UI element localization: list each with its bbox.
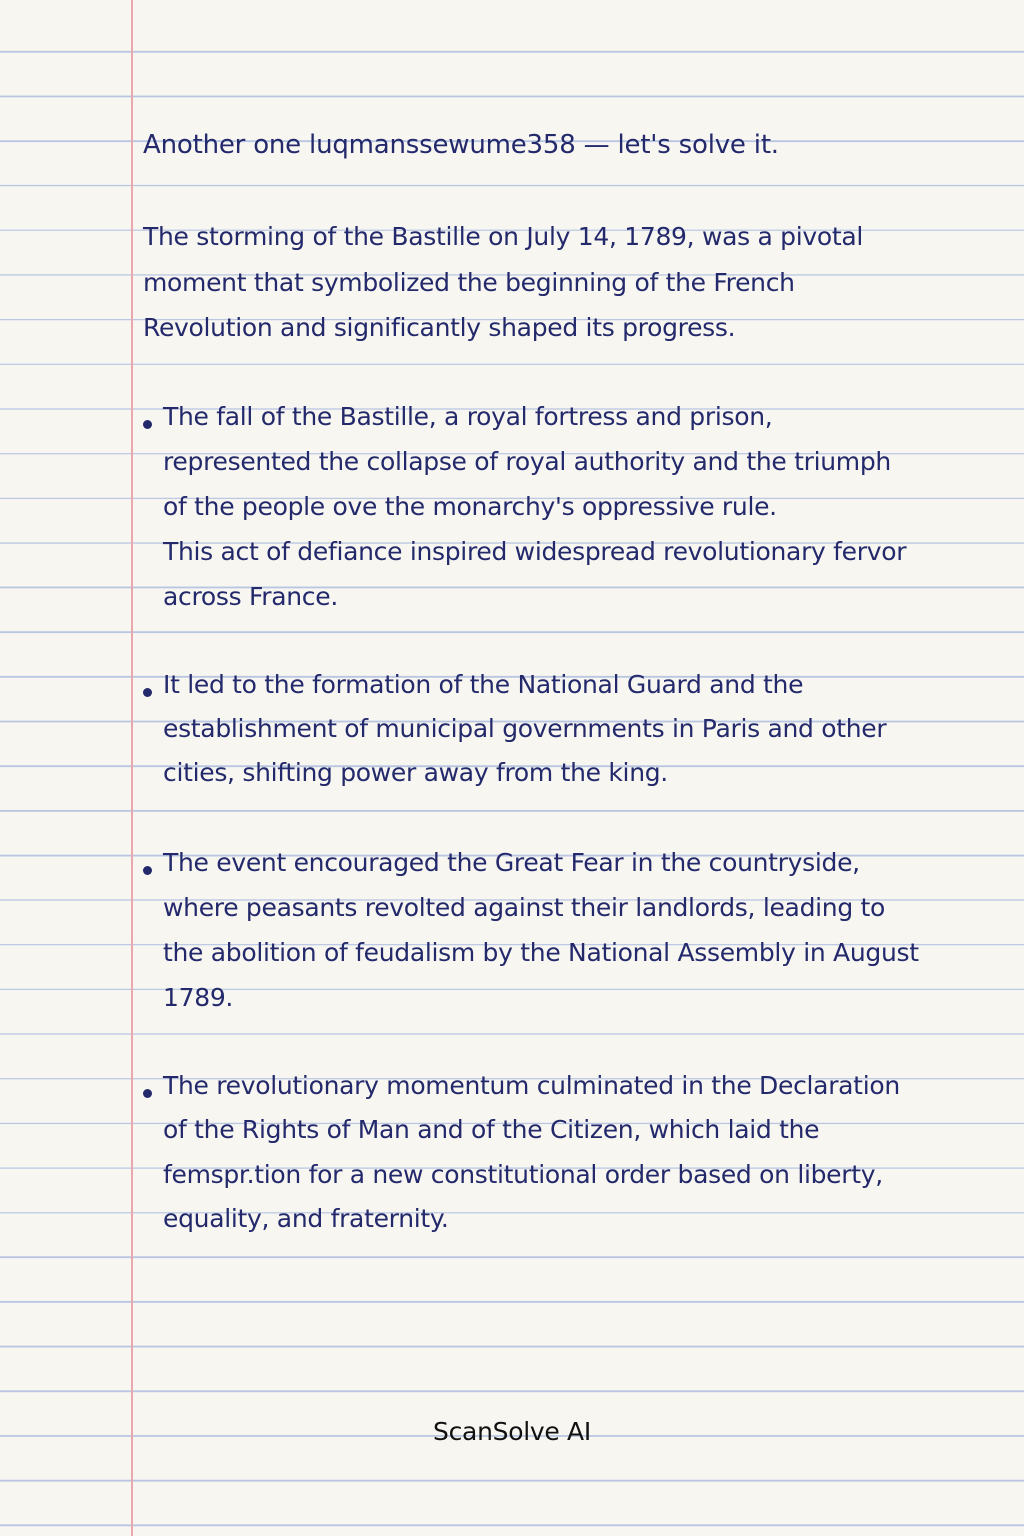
bullet-line: It led to the formation of the National Guard and the	[163, 670, 804, 699]
bullet-line: represented the collapse of royal authority and the triumph	[163, 447, 891, 476]
bullet-line: where peasants revolted against their landlords, leading to	[163, 893, 886, 922]
bullet-dot-icon	[143, 866, 152, 875]
intro-line: Another one luqmanssewume358 — let's solve it.	[143, 130, 779, 160]
bullet-dot-icon	[143, 420, 152, 429]
bullet-line: equality, and fraternity.	[163, 1204, 449, 1233]
paragraph-line: Revolution and significantly shaped its progress.	[143, 313, 736, 342]
bullet-line: of the people ove the monarchy's oppressive rule.	[163, 492, 777, 521]
bullet-line: cities, shifting power away from the king.	[163, 758, 668, 787]
bullet-line: establishment of municipal governments in Paris and other	[163, 714, 887, 743]
bullet-line: The fall of the Bastille, a royal fortress and prison,	[163, 402, 773, 431]
paragraph-line: The storming of the Bastille on July 14, 1789, was a pivotal	[143, 222, 864, 251]
bullet-line: The revolutionary momentum culminated in the Declaration	[163, 1071, 900, 1100]
bullet-line: the abolition of feudalism by the National Assembly in August	[163, 938, 919, 967]
bullet-dot-icon	[143, 1089, 152, 1098]
footer-brand: ScanSolve AI	[433, 1417, 591, 1446]
bullet-line: femspr.tion for a new constitutional order based on liberty,	[163, 1160, 883, 1189]
bullet-dot-icon	[143, 688, 152, 697]
bullet-line: This act of defiance inspired widespread revolutionary fervor	[163, 537, 907, 566]
bullet-line: of the Rights of Man and of the Citizen, which laid the	[163, 1115, 820, 1144]
bullet-line: across France.	[163, 582, 338, 611]
margin-line	[131, 0, 133, 1536]
paragraph-line: moment that symbolized the beginning of the French	[143, 268, 795, 297]
bullet-line: The event encouraged the Great Fear in the countryside,	[163, 848, 860, 877]
bullet-line: 1789.	[163, 983, 234, 1012]
